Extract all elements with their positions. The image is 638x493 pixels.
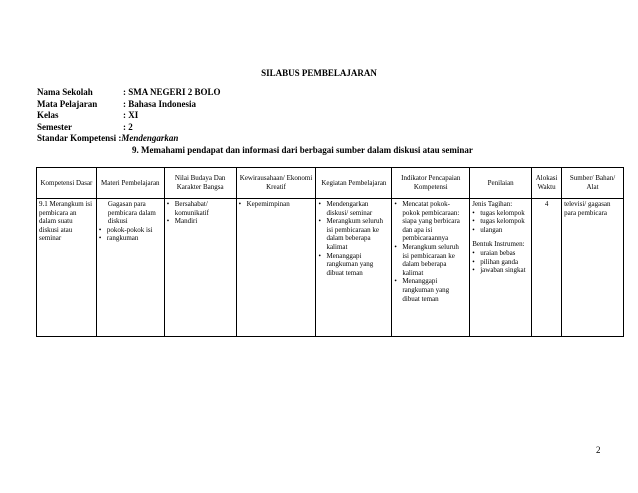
header-materi: Materi Pembelajaran: [96, 168, 164, 199]
list-item: • Mandiri: [167, 217, 234, 226]
info-value: : SMA NEGERI 2 BOLO: [123, 87, 221, 97]
list-item: • Bersahabat/ komunikatif: [167, 200, 234, 217]
info-label: Nama Sekolah: [37, 87, 93, 97]
info-label: Mata Pelajaran: [37, 98, 98, 109]
syllabus-table: [36, 167, 624, 337]
header-nilai: Nilai Budaya Dan Karakter Bangsa: [164, 168, 236, 199]
cell-nilai: [164, 199, 236, 337]
header-kegiatan: Kegiatan Pembelajaran: [316, 168, 392, 199]
list-item: • Menanggapi rangkuman yang dibuat teman: [394, 277, 467, 303]
header-kewirausahaan: Kewirausahaan/ Ekonomi Kreatif: [236, 168, 316, 199]
kd-text: Merangkum isi pembicara an dalam suatu diskusi atau seminar: [39, 200, 93, 243]
document-title: SILABUS PEMBELAJARAN: [261, 68, 377, 78]
standard-value: Mendengarkan: [121, 133, 179, 143]
cell-penilaian: [470, 199, 532, 337]
cell-kewirausahaan: [236, 199, 316, 337]
header-alokasi: Alokasi Waktu: [532, 168, 562, 199]
list-item: • tugas kelompok: [472, 209, 529, 218]
standard-label: Standar Kompetensi: [37, 133, 117, 143]
page-number: 2: [596, 445, 601, 455]
kd-number: 9.1: [39, 200, 48, 208]
list-item: • rangkuman: [99, 234, 162, 243]
cell-indikator: [392, 199, 470, 337]
info-row-standard: [37, 133, 473, 145]
list-item: • ulangan: [472, 226, 529, 235]
info-row-class: [37, 110, 473, 122]
standard-colon: :: [118, 133, 122, 143]
cell-kegiatan: [316, 199, 392, 337]
info-label: Kelas: [37, 110, 59, 120]
cell-alokasi: 4: [532, 199, 562, 337]
list-item: • uraian bebas: [472, 249, 529, 258]
list-item: • Menanggapi rangkuman yang dibuat teman: [318, 252, 389, 278]
jenis-label: Jenis Tagihan:: [472, 200, 513, 208]
info-value: : XI: [123, 110, 139, 120]
cell-materi: [96, 199, 164, 337]
header-sumber: Sumber/ Bahan/ Alat: [562, 168, 624, 199]
bentuk-label: Bentuk Instrumen:: [472, 240, 525, 249]
materi-text: Gagasan para pembicara dalam diskusi: [107, 200, 156, 226]
info-label: Semester: [37, 121, 72, 132]
list-item: • Kepemimpinan: [239, 200, 314, 209]
list-item: • Mencatat pokok-pokok pembicaraan: siapa yang berbicara dan apa isi pembicaraannya: [394, 200, 467, 243]
info-row-school: [37, 87, 473, 99]
list-item: • tugas kelompok: [472, 217, 529, 226]
list-item: • pokok-pokok isi: [99, 226, 162, 235]
list-item: • pilihan ganda: [472, 258, 529, 267]
school-info: [37, 87, 473, 156]
info-value: : 2: [123, 121, 133, 132]
cell-sumber: televisi/ gagasan para pembicara: [562, 199, 624, 337]
header-indikator: Indikator Pencapaian Kompetensi: [392, 168, 470, 199]
list-item: • Merangkum seluruh isi pembicaraan ke dalam beberapa kalimat: [318, 217, 389, 251]
info-row-semester: [37, 122, 473, 134]
header-kompetensi: Kompetensi Dasar: [37, 168, 97, 199]
info-row-subject: [37, 99, 473, 111]
competency-line: 9. Memahami pendapat dan informasi dari berbagai sumber dalam diskusi atau seminar: [132, 144, 473, 155]
list-item: • Merangkum seluruh isi pembicaraan ke dalam beberapa kalimat: [394, 243, 467, 277]
table-row: [37, 199, 624, 337]
info-value: : Bahasa Indonesia: [123, 98, 197, 109]
cell-kompetensi: [37, 199, 97, 337]
list-item: • jawaban singkat: [472, 266, 529, 275]
header-penilaian: Penilaian: [470, 168, 532, 199]
list-item: • Mendengarkan diskusi/ seminar: [318, 200, 389, 217]
header-row: [37, 168, 624, 199]
